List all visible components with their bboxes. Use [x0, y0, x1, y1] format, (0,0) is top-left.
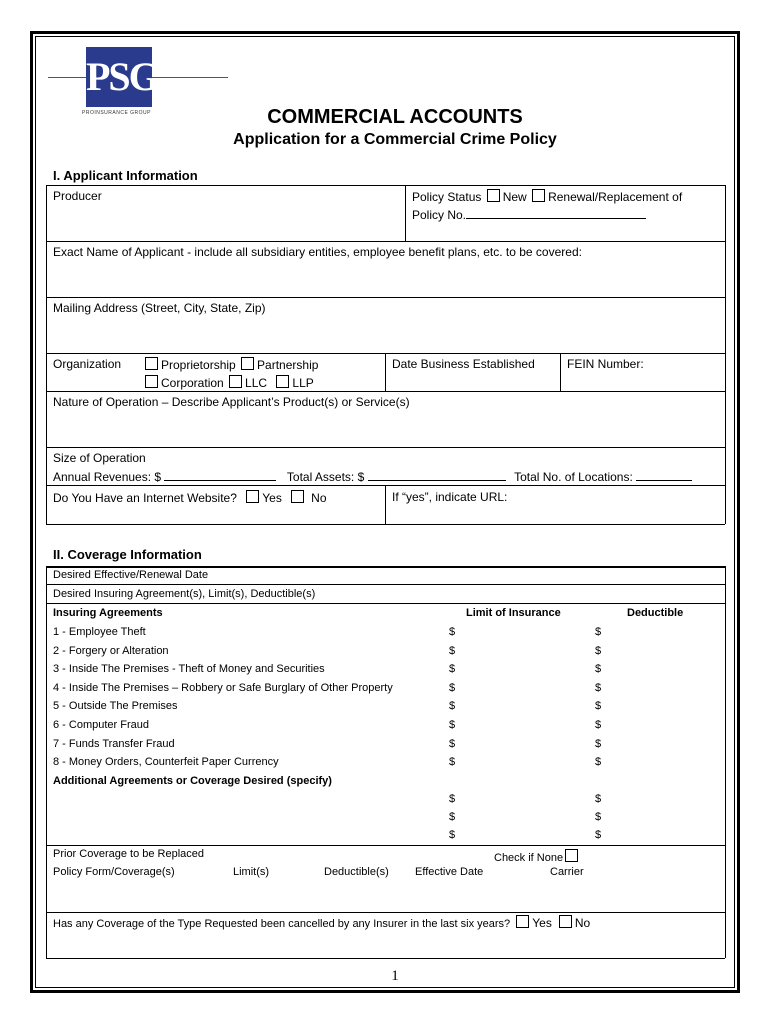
desired-agreements-label: Desired Insuring Agreement(s), Limit(s), Deductible(s) — [53, 588, 316, 600]
deductible-dollar: $ — [595, 829, 602, 841]
policy-status-label: Policy Status — [412, 190, 482, 204]
total-assets-field[interactable] — [368, 469, 506, 481]
policy-no-label: Policy No. — [412, 208, 467, 222]
limit-dollar: $ — [449, 663, 456, 676]
section1-heading: I. Applicant Information — [53, 168, 198, 183]
limit-dollar: $ — [449, 829, 456, 841]
limit-dollar: $ — [449, 700, 456, 713]
agreement-label: 4 - Inside The Premises – Robbery or Safe Burglary of Other Property — [53, 681, 393, 694]
effective-date-col-label: Effective Date — [415, 866, 484, 878]
agreement-label: 6 - Computer Fraud — [53, 719, 149, 731]
cancelled-no-label: No — [574, 916, 591, 930]
nature-label: Nature of Operation – Describe Applicant’s Product(s) or Service(s) — [53, 395, 410, 409]
total-locations-field[interactable] — [636, 469, 692, 481]
limit-dollar: $ — [449, 681, 456, 694]
cancelled-yes-checkbox[interactable] — [516, 915, 529, 928]
mailing-address-label: Mailing Address (Street, City, State, Zip) — [53, 301, 266, 315]
logo-mark: PSG — [86, 47, 152, 107]
limit-dollar: $ — [449, 793, 456, 805]
organization-options-row1 — [143, 357, 318, 372]
policy-no-field[interactable] — [466, 207, 646, 219]
llp-checkbox[interactable] — [276, 375, 289, 388]
col-deductible-header: Deductible — [627, 607, 684, 619]
limit-dollar: $ — [449, 719, 456, 731]
proprietorship-checkbox[interactable] — [145, 357, 158, 370]
page-number: 1 — [391, 968, 399, 984]
policy-status-row — [412, 189, 682, 204]
total-assets-label: Total Assets: $ — [286, 470, 365, 484]
limit-dollar: $ — [449, 644, 456, 657]
deductible-dollar: $ — [595, 626, 602, 638]
fein-label: FEIN Number: — [567, 357, 644, 371]
check-if-none-checkbox[interactable] — [565, 849, 578, 862]
organization-options-row2 — [143, 375, 314, 390]
col-agreements-header: Insuring Agreements — [53, 607, 163, 619]
prior-coverage-label: Prior Coverage to be Replaced — [53, 848, 205, 860]
agreement-label: 7 - Funds Transfer Fraud — [53, 737, 175, 750]
carrier-label: Carrier — [550, 866, 584, 878]
deductible-dollar: $ — [595, 644, 602, 657]
limit-dollar: $ — [449, 811, 456, 823]
deductible-dollar: $ — [595, 700, 602, 713]
proprietorship-label: Proprietorship — [161, 358, 236, 372]
deductible-dollar: $ — [595, 756, 602, 769]
limit-dollar: $ — [449, 756, 456, 769]
page-subtitle: Application for a Commercial Crime Policy — [233, 131, 557, 148]
policy-no-row — [412, 207, 646, 222]
organization-label: Organization — [53, 357, 122, 371]
effective-date-label: Desired Effective/Renewal Date — [53, 569, 209, 581]
size-label: Size of Operation — [53, 451, 146, 465]
page-title: COMMERCIAL ACCOUNTS — [267, 106, 523, 128]
limits-label: Limit(s) — [233, 866, 270, 878]
new-checkbox[interactable] — [487, 189, 500, 202]
total-locations-label: Total No. of Locations: — [514, 470, 633, 484]
corporation-label: Corporation — [161, 376, 224, 390]
deductible-dollar: $ — [595, 681, 602, 694]
partnership-label: Partnership — [257, 358, 319, 372]
annual-revenues-field[interactable] — [164, 469, 276, 481]
deductible-dollar: $ — [595, 793, 602, 805]
website-yes-checkbox[interactable] — [246, 490, 259, 503]
size-fields-row — [53, 469, 692, 484]
renewal-label: Renewal/Replacement of — [548, 190, 683, 204]
website-no-checkbox[interactable] — [291, 490, 304, 503]
check-if-none-label: Check if None — [494, 852, 564, 864]
cancelled-question: Has any Coverage of the Type Requested been cancelled by any Insurer in the last six years? — [53, 918, 511, 930]
exact-name-label: Exact Name of Applicant - include all subsidiary entities, employee benefit plans, etc. to be covered: — [53, 245, 582, 259]
deductible-dollar: $ — [595, 663, 602, 676]
cancelled-row — [53, 915, 590, 930]
section2-heading: II. Coverage Information — [53, 547, 202, 562]
renewal-checkbox[interactable] — [532, 189, 545, 202]
annual-revenues-label: Annual Revenues: $ — [53, 470, 162, 484]
cancelled-yes-label: Yes — [532, 916, 552, 930]
logo-subtext: PROINSURANCE GROUP — [82, 110, 152, 116]
deductible-dollar: $ — [595, 719, 602, 731]
policy-form-label: Policy Form/Coverage(s) — [53, 866, 175, 878]
agreement-label: 8 - Money Orders, Counterfeit Paper Currency — [53, 756, 279, 769]
col-limit-header: Limit of Insurance — [466, 607, 561, 619]
llc-label: LLC — [245, 376, 268, 390]
deductibles-label: Deductible(s) — [324, 866, 389, 878]
new-label: New — [502, 190, 527, 204]
additional-agreements-label: Additional Agreements or Coverage Desired (specify) — [53, 775, 332, 787]
agreement-label: 1 - Employee Theft — [53, 626, 146, 638]
llc-checkbox[interactable] — [229, 375, 242, 388]
agreement-label: 2 - Forgery or Alteration — [53, 644, 169, 657]
website-question: Do You Have an Internet Website? — [53, 491, 237, 505]
check-if-none-row — [494, 849, 581, 864]
deductible-dollar: $ — [595, 811, 602, 823]
if-yes-url-label: If “yes”, indicate URL: — [392, 490, 508, 504]
agreement-label: 5 - Outside The Premises — [53, 700, 178, 713]
corporation-checkbox[interactable] — [145, 375, 158, 388]
limit-dollar: $ — [449, 626, 456, 638]
producer-label: Producer — [53, 189, 102, 203]
website-yes-label: Yes — [262, 491, 282, 505]
partnership-checkbox[interactable] — [241, 357, 254, 370]
agreement-label: 3 - Inside The Premises - Theft of Money and Securities — [53, 663, 325, 676]
deductible-dollar: $ — [595, 737, 602, 750]
date-established-label: Date Business Established — [392, 357, 535, 371]
limit-dollar: $ — [449, 737, 456, 750]
website-row — [53, 490, 327, 505]
website-no-label: No — [311, 491, 327, 505]
llp-label: LLP — [292, 376, 314, 390]
cancelled-no-checkbox[interactable] — [559, 915, 572, 928]
